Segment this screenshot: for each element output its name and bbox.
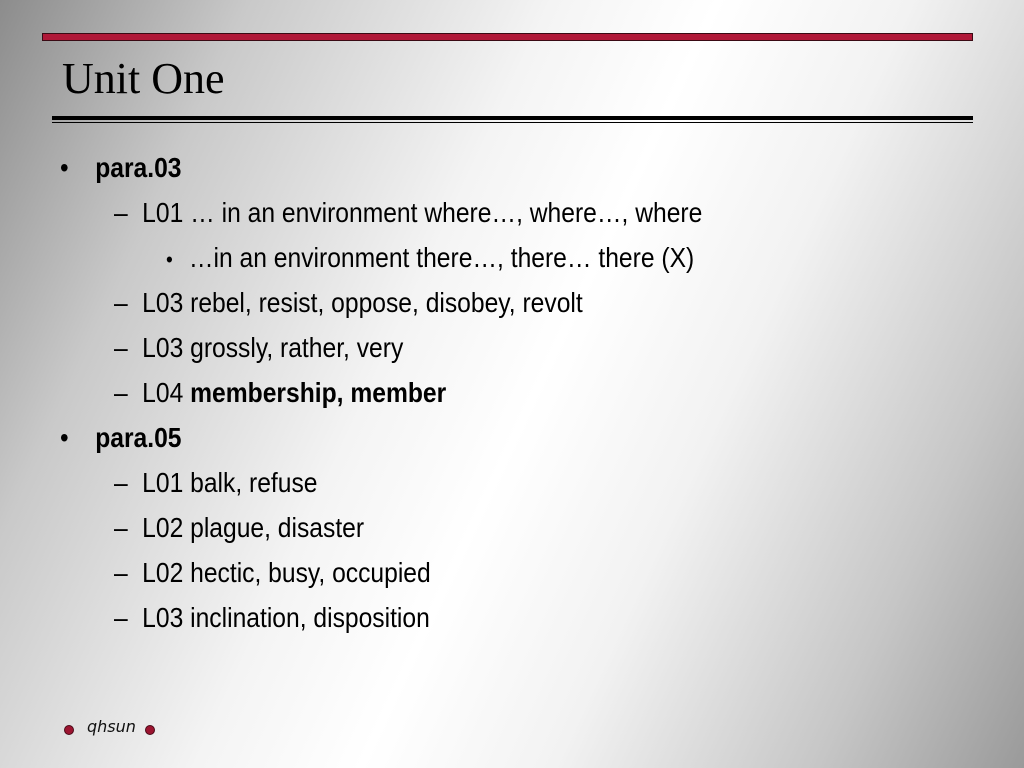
dash-marker: – bbox=[114, 512, 128, 543]
bullet-para03 bbox=[60, 148, 182, 188]
sub-bullet bbox=[114, 328, 403, 368]
dash-marker: – bbox=[114, 332, 128, 363]
title-underline-thin bbox=[52, 122, 973, 123]
footer bbox=[64, 714, 155, 738]
footer-dot-left-icon bbox=[64, 725, 74, 735]
sub-bullet-text: L03 inclination, disposition bbox=[142, 602, 430, 633]
sub-bullet bbox=[114, 283, 583, 323]
dash-marker: – bbox=[114, 377, 128, 408]
sub-bullet-bold-text: membership, member bbox=[190, 377, 447, 408]
bullet-marker: • bbox=[60, 422, 69, 453]
dash-marker: – bbox=[114, 602, 128, 633]
title-accent-bar bbox=[42, 33, 973, 41]
slide-title: Unit One bbox=[62, 54, 225, 103]
bullet-para05 bbox=[60, 418, 182, 458]
sub-bullet bbox=[114, 598, 430, 638]
sub-bullet-text: L01 balk, refuse bbox=[142, 467, 318, 498]
sub-sub-bullet bbox=[166, 238, 694, 280]
bullet-marker: • bbox=[166, 247, 173, 272]
sub-bullet-text: L01 … in an environment where…, where…, where bbox=[142, 197, 703, 228]
section-label: para.03 bbox=[95, 152, 182, 183]
dash-marker: – bbox=[114, 197, 128, 228]
dash-marker: – bbox=[114, 287, 128, 318]
sub-bullet-prefix: L04 bbox=[142, 377, 191, 408]
sub-bullet bbox=[114, 373, 446, 413]
dash-marker: – bbox=[114, 557, 128, 588]
sub-bullet-text: L02 hectic, busy, occupied bbox=[142, 557, 431, 588]
bullet-marker: • bbox=[60, 152, 69, 183]
section-label: para.05 bbox=[95, 422, 182, 453]
sub-bullet-text: L03 rebel, resist, oppose, disobey, revolt bbox=[142, 287, 583, 318]
footer-author: qhsun bbox=[87, 716, 136, 736]
dash-marker: – bbox=[114, 467, 128, 498]
sub-bullet bbox=[114, 463, 318, 503]
title-underline-thick bbox=[52, 116, 973, 120]
sub-bullet-text: L03 grossly, rather, very bbox=[142, 332, 404, 363]
sub-sub-bullet-text: …in an environment there…, there… there (X) bbox=[188, 242, 695, 273]
sub-bullet bbox=[114, 508, 364, 548]
sub-bullet bbox=[114, 193, 702, 233]
footer-dot-right-icon bbox=[145, 725, 155, 735]
sub-bullet bbox=[114, 553, 431, 593]
sub-bullet-text: L02 plague, disaster bbox=[142, 512, 365, 543]
